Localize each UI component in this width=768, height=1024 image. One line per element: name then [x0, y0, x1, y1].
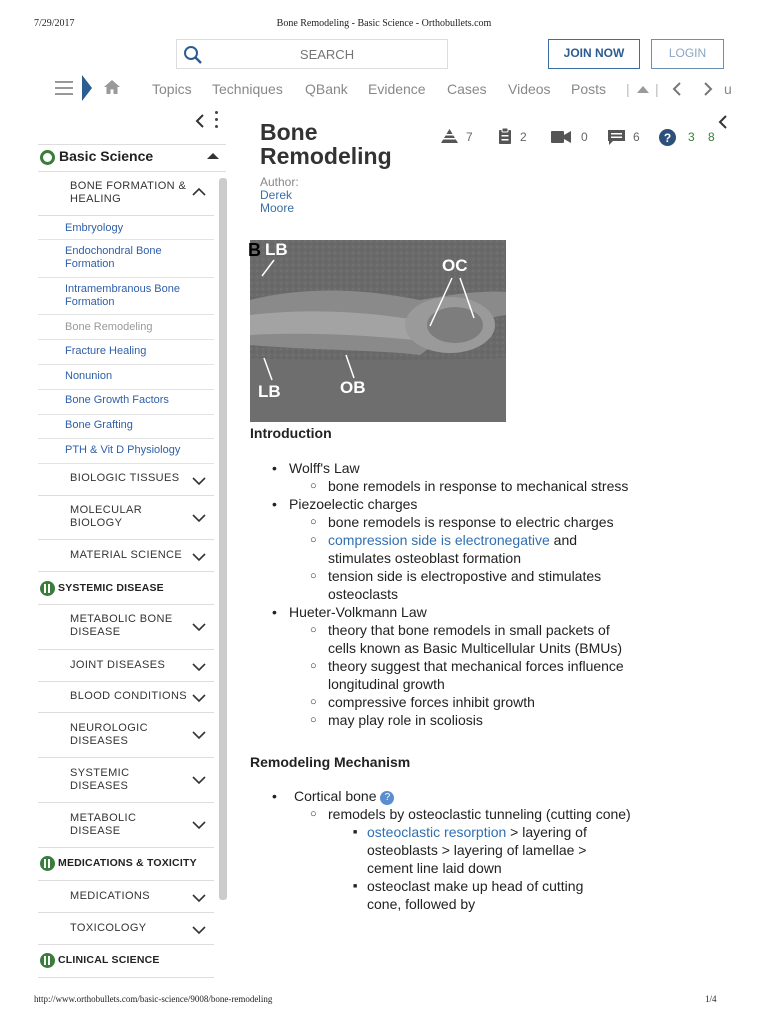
page-title: Bone Remodeling — [260, 119, 392, 169]
sidebar-section-label: SYSTEMIC DISEASE — [58, 582, 164, 594]
list-item — [289, 621, 640, 657]
stat-question-count: 3 — [688, 130, 695, 144]
chevron-down-icon[interactable] — [192, 730, 206, 740]
list-item-text: Piezoelectic charges — [289, 496, 418, 512]
print-page-number: 1/4 — [705, 994, 717, 1004]
nav-videos[interactable]: Videos — [508, 81, 551, 97]
nav-trailing[interactable]: u — [724, 81, 732, 97]
list-item — [250, 787, 640, 913]
chevron-down-icon[interactable] — [192, 622, 206, 632]
list-item-text: Wolff's Law — [289, 460, 360, 476]
chevron-down-icon[interactable] — [192, 662, 206, 672]
caret-up-icon[interactable] — [207, 153, 219, 159]
sidebar-link-label[interactable]: Bone Growth Factors — [65, 394, 169, 406]
inline-link[interactable]: osteoclastic resorption — [367, 824, 507, 840]
stat-extra-count: 8 — [708, 130, 715, 144]
list-item-text: Cortical bone — [294, 788, 377, 804]
chevron-down-icon[interactable] — [192, 820, 206, 830]
sidebar-group-material-science[interactable] — [38, 540, 214, 572]
list-item — [328, 823, 598, 877]
chevron-down-icon[interactable] — [192, 893, 206, 903]
list-item-text: theory that bone remodels in small packets of cells known as Basic Multicellular Units (BMUs) — [328, 622, 623, 656]
sidebar-group-label: METABOLIC BONE DISEASE — [70, 613, 173, 638]
inline-link[interactable]: compression side is electronegative — [328, 532, 550, 548]
section-heading-introduction: Introduction — [250, 425, 332, 441]
chevron-down-icon[interactable] — [192, 693, 206, 703]
sidebar-section-label: CLINICAL SCIENCE — [58, 954, 160, 966]
stat-video-count: 0 — [581, 130, 588, 144]
nav-divider-2: | — [655, 81, 659, 97]
chevron-down-icon[interactable] — [192, 513, 206, 523]
list-item — [328, 877, 598, 913]
login-button[interactable]: LOGIN — [651, 39, 724, 69]
print-title: Bone Remodeling - Basic Science - Orthobullets.com — [276, 18, 492, 29]
sidebar-group-label: BIOLOGIC TISSUES — [70, 472, 180, 484]
list-item — [289, 531, 640, 567]
sidebar-group-molecular-biology[interactable] — [38, 496, 214, 540]
svg-text:?: ? — [663, 131, 672, 145]
divider — [38, 977, 214, 978]
chevron-down-icon[interactable] — [192, 775, 206, 785]
sidebar-group-label: SYSTEMIC DISEASES — [70, 767, 130, 792]
nav-cases[interactable]: Cases — [447, 81, 487, 97]
figure-label-ob: OB — [340, 378, 366, 397]
help-question-icon[interactable]: ? — [380, 791, 394, 805]
sidebar-menu-dots-icon[interactable] — [215, 111, 219, 131]
sidebar-link-bone-grafting[interactable] — [38, 415, 214, 439]
list-item — [250, 459, 640, 495]
sidebar-group-label: MEDICATIONS — [70, 890, 150, 902]
author-label: Author: — [260, 175, 299, 189]
sidebar-group-label: JOINT DISEASES — [70, 659, 166, 671]
sidebar-group-metabolic-disease[interactable] — [38, 803, 214, 848]
sidebar-group-joint-diseases[interactable] — [38, 650, 214, 682]
section-book-icon — [40, 953, 55, 968]
sidebar-link-embryology[interactable] — [38, 216, 214, 240]
list-item — [289, 657, 640, 693]
figure-label-oc: OC — [442, 256, 468, 275]
sidebar-group-medications[interactable] — [38, 881, 214, 913]
expand-arrow-icon[interactable] — [82, 75, 92, 101]
sidebar-link-bone-growth-factors[interactable] — [38, 390, 214, 415]
sidebar-link-label[interactable]: Intramembranous Bone Formation — [65, 283, 180, 308]
list-item-text: and stimulates osteoblast formation — [328, 532, 578, 566]
sidebar-group-label: METABOLIC DISEASE — [70, 812, 137, 837]
join-now-button[interactable]: JOIN NOW — [548, 39, 640, 69]
sidebar-link-bone-remodeling[interactable] — [38, 315, 214, 340]
list-item — [289, 693, 640, 711]
list-item — [250, 495, 640, 603]
chevron-down-icon[interactable] — [192, 925, 206, 935]
sidebar-group-label: BLOOD CONDITIONS — [70, 690, 188, 702]
sidebar-group-label: MATERIAL SCIENCE — [70, 549, 183, 561]
stat-pyramid-count: 7 — [466, 130, 473, 144]
triangle-up-icon[interactable] — [636, 85, 650, 94]
figure-label-lb-top: LB — [265, 240, 288, 259]
article-body — [250, 424, 640, 913]
sidebar-link-pth-vit-d[interactable] — [38, 439, 214, 464]
search-bar[interactable] — [176, 39, 448, 69]
author-link[interactable]: Derek Moore — [260, 188, 295, 215]
sidebar-group-bone-formation[interactable] — [38, 172, 214, 216]
chevron-up-icon[interactable] — [192, 187, 206, 197]
figure-label-b: B — [248, 240, 261, 260]
video-camera-icon[interactable] — [551, 131, 571, 143]
sidebar-group-label: MOLECULAR BIOLOGY — [70, 504, 143, 529]
nav-posts[interactable]: Posts — [571, 81, 607, 97]
list-item-text: remodels by osteoclastic tunneling (cutting cone) — [328, 806, 631, 822]
sidebar-link-label[interactable]: Endochondral Bone Formation — [65, 245, 162, 270]
sidebar-group-toxicology[interactable] — [38, 913, 214, 945]
section-heading-remodeling-mechanism: Remodeling Mechanism — [250, 754, 411, 770]
chevron-down-icon[interactable] — [192, 476, 206, 486]
list-item — [289, 711, 640, 729]
list-item-text: bone remodels is response to electric charges — [328, 514, 614, 530]
sidebar-link-label[interactable]: Bone Remodeling — [65, 321, 153, 333]
sidebar-link-nonunion[interactable] — [38, 365, 214, 390]
sidebar-section-basic-science[interactable] — [38, 144, 226, 172]
list-item-text: bone remodels in response to mechanical stress — [328, 478, 629, 494]
main-nav — [0, 75, 768, 105]
sidebar-group-biologic-tissues[interactable] — [38, 464, 214, 496]
list-item — [289, 513, 640, 531]
list-item-text: > layering of osteoblasts > layering of lamellae > cement line laid down — [367, 824, 587, 876]
hamburger-menu-icon[interactable] — [55, 81, 73, 95]
sidebar-scrollbar[interactable] — [219, 178, 227, 900]
chevron-down-icon[interactable] — [192, 552, 206, 562]
print-date: 7/29/2017 — [34, 18, 75, 29]
sidebar-section-label: MEDICATIONS & TOXICITY — [58, 857, 197, 869]
chevron-left-icon[interactable] — [718, 115, 728, 129]
sidebar-section-title: Basic Science — [59, 148, 154, 164]
list-item-text: tension side is electropostive and stimulates osteoclasts — [328, 568, 602, 602]
question-icon[interactable] — [659, 129, 676, 146]
nav-techniques[interactable]: Techniques — [212, 81, 283, 97]
sidebar-group-neurologic-diseases[interactable] — [38, 713, 214, 758]
sidebar-link-label[interactable]: Bone Grafting — [65, 419, 133, 431]
section-book-icon — [40, 856, 55, 871]
list-item — [289, 567, 640, 603]
nav-qbank[interactable]: QBank — [305, 81, 348, 97]
sidebar-group-blood-conditions[interactable] — [38, 682, 214, 713]
clipboard-icon[interactable] — [498, 128, 512, 144]
sidebar-link-label[interactable]: Embryology — [65, 222, 124, 234]
stat-clipboard-count: 2 — [520, 130, 527, 144]
sidebar-group-systemic-diseases[interactable] — [38, 758, 214, 803]
sidebar-link-endochondral[interactable] — [38, 240, 214, 278]
home-icon[interactable] — [103, 79, 121, 95]
chevron-right-icon[interactable] — [703, 82, 713, 96]
search-icon — [183, 45, 203, 65]
sidebar-link-fracture-healing[interactable] — [38, 340, 214, 365]
list-item — [289, 477, 640, 495]
list-item — [289, 805, 640, 913]
sidebar-collapse-icon[interactable] — [195, 114, 205, 128]
sidebar-section-medications-toxicity[interactable] — [38, 856, 214, 880]
list-item — [250, 603, 640, 729]
print-url: http://www.orthobullets.com/basic-science/9008/bone-remodeling — [34, 994, 273, 1004]
sidebar-link-intramembranous[interactable] — [38, 278, 214, 315]
nav-topics[interactable]: Topics — [152, 81, 192, 97]
pyramid-icon[interactable] — [441, 129, 458, 143]
section-circle-icon — [40, 150, 55, 165]
sidebar-section-systemic-disease[interactable] — [38, 581, 214, 605]
stat-comment-count: 6 — [633, 130, 640, 144]
sidebar-link-label[interactable]: Fracture Healing — [65, 345, 147, 357]
list-item-text: osteoclast make up head of cutting cone, followed by — [367, 878, 584, 912]
chevron-left-icon[interactable] — [672, 82, 682, 96]
nav-divider: | — [626, 81, 630, 97]
nav-evidence[interactable]: Evidence — [368, 81, 426, 97]
histology-image[interactable] — [250, 240, 506, 422]
sidebar-group-label: NEUROLOGIC DISEASES — [70, 722, 148, 747]
sidebar-section-clinical-science[interactable] — [38, 953, 214, 977]
histology-drawing — [250, 240, 506, 422]
section-book-icon — [40, 581, 55, 596]
sidebar-group-label: BONE FORMATION & HEALING — [70, 180, 187, 205]
sidebar-link-label[interactable]: PTH & Vit D Physiology — [65, 444, 181, 456]
list-item-text: theory suggest that mechanical forces influence longitudinal growth — [328, 658, 624, 692]
sidebar-group-label: TOXICOLOGY — [70, 922, 147, 934]
list-item-text: compressive forces inhibit growth — [328, 694, 535, 710]
search-input[interactable] — [217, 44, 437, 64]
sidebar-group-metabolic-bone-disease[interactable] — [38, 605, 214, 650]
comment-icon[interactable] — [608, 130, 625, 145]
list-item-text: may play role in scoliosis — [328, 712, 483, 728]
list-item-text: Hueter-Volkmann Law — [289, 604, 427, 620]
figure-label-lb-bottom: LB — [258, 382, 281, 401]
sidebar-link-label[interactable]: Nonunion — [65, 370, 113, 382]
